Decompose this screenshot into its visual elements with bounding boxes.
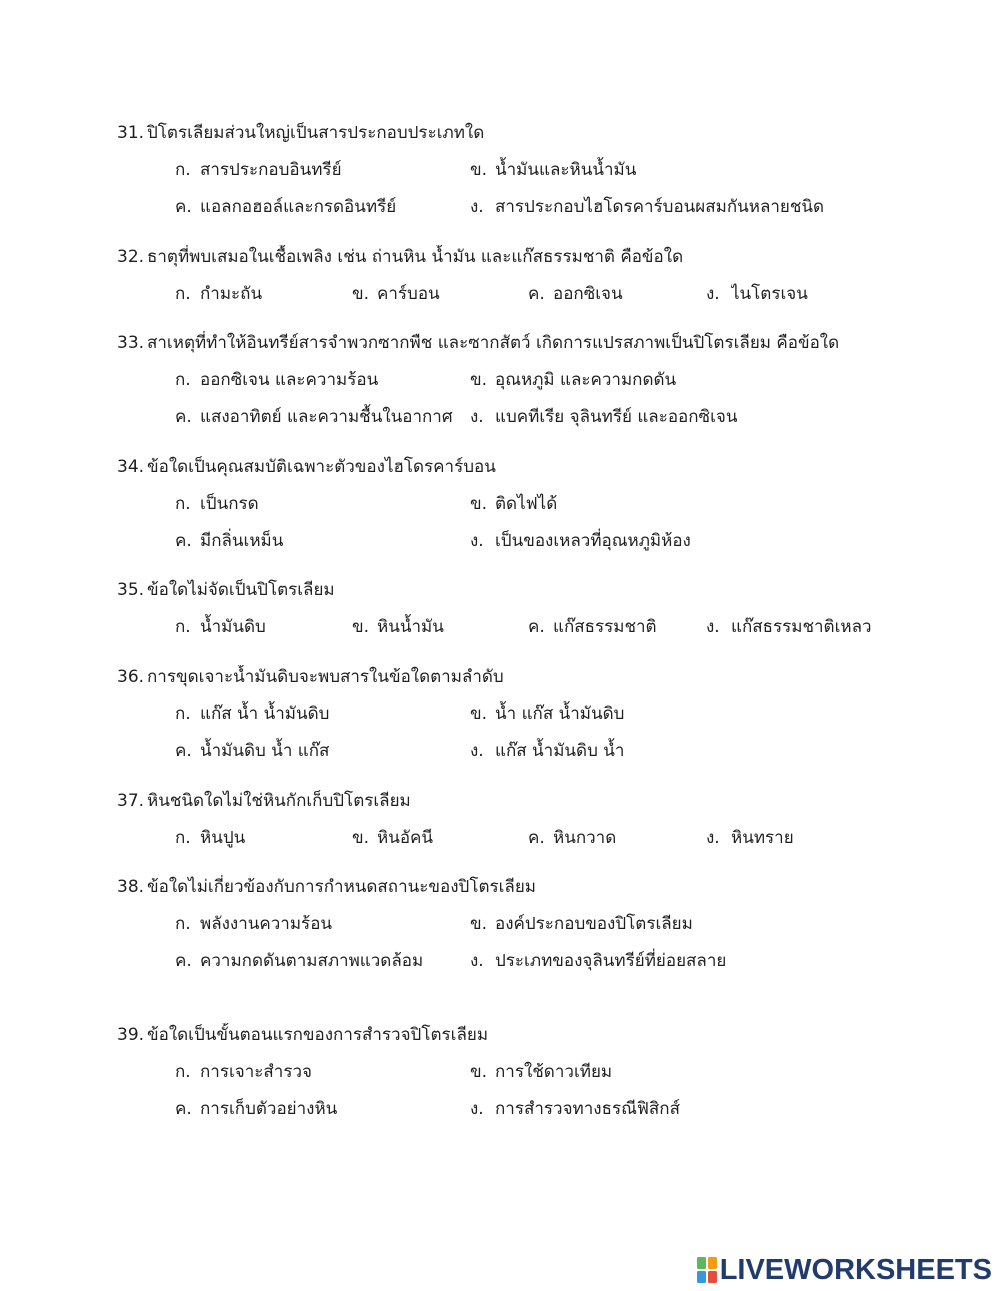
option-text: ติดไฟได้ [495,494,558,514]
q31-option-c[interactable] [175,189,470,226]
question-line [117,121,977,145]
q37-option-c[interactable] [528,820,706,857]
q35-option-d[interactable] [706,609,956,646]
q36-option-c[interactable] [175,733,470,770]
q38-option-b[interactable] [470,906,870,943]
option-text: หินปูน [200,828,246,848]
options-grid [175,906,977,980]
q35-option-a[interactable] [175,609,352,646]
liveworksheets-logo[interactable] [697,1255,992,1285]
option-letter: ง. [470,531,484,551]
question-number: 38. [117,877,145,897]
option-letter: ข. [352,617,370,637]
option-letter: ก. [175,828,191,848]
option-letter: ค. [175,407,192,427]
option-text: สารประกอบอินทรีย์ [200,160,342,180]
option-text: หินกวาด [553,828,617,848]
q38-option-c[interactable] [175,943,470,980]
question-36 [117,665,977,770]
q34-option-d[interactable] [470,523,870,560]
question-number: 34. [117,457,145,477]
options-grid [175,276,977,313]
q32-option-b[interactable] [352,276,528,313]
q34-option-b[interactable] [470,486,870,523]
option-text: แก๊ส น้ำ น้ำมันดิบ [200,704,330,724]
option-letter: ข. [470,370,488,390]
question-31 [117,121,977,226]
question-text: การขุดเจาะน้ำมันดิบจะพบสารในข้อใดตามลำดับ [147,667,504,687]
q35-option-b[interactable] [352,609,528,646]
option-letter: ก. [175,617,191,637]
question-number: 37. [117,791,145,811]
option-letter: ข. [352,284,370,304]
option-text: มีกลิ่นเหม็น [200,531,284,551]
question-line [117,875,977,899]
question-32 [117,245,977,313]
option-text: ออกซิเจน และความร้อน [200,370,379,390]
option-letter: ก. [175,914,191,934]
q36-option-b[interactable] [470,696,870,733]
option-text: การสำรวจทางธรณีฟิสิกส์ [495,1099,680,1119]
options-grid [175,696,977,770]
option-letter: ง. [470,407,484,427]
logo-text: LIVEWORKSHEETS [719,1254,992,1286]
options-grid [175,486,977,560]
options-grid [175,609,977,646]
option-text: น้ำมันดิบ [200,617,266,637]
question-line [117,578,977,602]
q32-option-a[interactable] [175,276,352,313]
question-text: ข้อใดเป็นขั้นตอนแรกของการสำรวจปิโตรเลียม [147,1025,489,1045]
option-text: เป็นของเหลวที่อุณหภูมิห้อง [495,531,691,551]
option-letter: ค. [175,1099,192,1119]
question-number: 33. [117,333,145,353]
question-33 [117,331,977,436]
option-letter: ข. [470,494,488,514]
q36-option-a[interactable] [175,696,470,733]
option-letter: ก. [175,494,191,514]
option-letter: ง. [470,1099,484,1119]
question-number: 36. [117,667,145,687]
q31-option-a[interactable] [175,152,470,189]
question-line [117,665,977,689]
q33-option-a[interactable] [175,362,470,399]
question-line [117,1023,977,1047]
option-letter: ค. [528,828,545,848]
option-text: น้ำมันดิบ น้ำ แก๊ส [200,741,330,761]
question-text: ข้อใดไม่เกี่ยวข้องกับการกำหนดสถานะของปิโตรเลียม [147,877,537,897]
option-text: หินน้ำมัน [377,617,444,637]
option-text: แบคทีเรีย จุลินทรีย์ และออกซิเจน [495,407,738,427]
options-grid [175,362,977,436]
option-letter: ง. [470,951,484,971]
q39-option-a[interactable] [175,1054,470,1091]
question-text: หินชนิดใดไม่ใช่หินกักเก็บปิโตรเลียม [147,791,411,811]
option-text: คาร์บอน [377,284,440,304]
option-text: เป็นกรด [200,494,259,514]
option-letter: ง. [706,617,720,637]
question-38 [117,875,977,980]
option-letter: ค. [528,617,545,637]
option-letter: ข. [470,160,488,180]
q34-option-a[interactable] [175,486,470,523]
options-grid [175,820,977,857]
option-letter: ข. [470,704,488,724]
question-35 [117,578,977,646]
question-number: 39. [117,1025,145,1045]
q36-option-d[interactable] [470,733,870,770]
option-letter: ง. [706,828,720,848]
option-text: ออกซิเจน [553,284,623,304]
q39-option-d[interactable] [470,1091,870,1128]
q32-option-c[interactable] [528,276,706,313]
option-text: หินทราย [731,828,794,848]
option-text: ประเภทของจุลินทรีย์ที่ย่อยสลาย [495,951,727,971]
options-grid [175,1054,977,1128]
option-letter: ก. [175,370,191,390]
q33-option-b[interactable] [470,362,870,399]
q38-option-d[interactable] [470,943,870,980]
option-letter: ก. [175,704,191,724]
q37-option-d[interactable] [706,820,956,857]
q39-option-b[interactable] [470,1054,870,1091]
question-line [117,789,977,813]
option-letter: ง. [706,284,720,304]
option-letter: ก. [175,160,191,180]
question-text: สาเหตุที่ทำให้อินทรีย์สารจำพวกซากพืช และซากสัตว์ เกิดการแปรสภาพเป็นปิโตรเลียม คือข้อใด [147,333,840,353]
option-text: การเจาะสำรวจ [200,1062,312,1082]
question-number: 32. [117,247,145,267]
option-letter: ก. [175,1062,191,1082]
question-line [117,245,977,269]
option-letter: ค. [175,197,192,217]
q31-option-d[interactable] [470,189,870,226]
option-text: ความกดดันตามสภาพแวดล้อม [200,951,424,971]
option-text: น้ำ แก๊ส น้ำมันดิบ [495,704,625,724]
option-letter: ง. [470,741,484,761]
q33-option-d[interactable] [470,399,870,436]
option-text: การใช้ดาวเทียม [495,1062,613,1082]
question-39 [117,1023,977,1128]
option-text: กำมะถัน [200,284,263,304]
option-text: น้ำมันและหินน้ำมัน [495,160,637,180]
option-text: แสงอาทิตย์ และความชื้นในอากาศ [200,407,453,427]
question-line [117,331,977,355]
option-text: แก๊ส น้ำมันดิบ น้ำ [495,741,625,761]
q34-option-c[interactable] [175,523,470,560]
question-37 [117,789,977,857]
option-letter: ก. [175,284,191,304]
option-text: การเก็บตัวอย่างหิน [200,1099,338,1119]
option-text: สารประกอบไฮโดรคาร์บอนผสมกันหลายชนิด [495,197,825,217]
option-text: หินอัคนี [377,828,434,848]
question-number: 31. [117,123,145,143]
liveworksheets-logo-icon [697,1257,717,1283]
option-letter: ค. [175,741,192,761]
question-text: ข้อใดเป็นคุณสมบัติเฉพาะตัวของไฮโดรคาร์บอน [147,457,496,477]
q39-option-c[interactable] [175,1091,470,1128]
option-letter: ข. [352,828,370,848]
q32-option-d[interactable] [706,276,956,313]
q37-option-a[interactable] [175,820,352,857]
option-letter: ค. [528,284,545,304]
option-letter: ค. [175,531,192,551]
q37-option-b[interactable] [352,820,528,857]
option-text: พลังงานความร้อน [200,914,333,934]
option-text: ไนโตรเจน [731,284,808,304]
option-text: องค์ประกอบของปิโตรเลียม [495,914,693,934]
q33-option-c[interactable] [175,399,470,436]
option-text: แก๊สธรรมชาติ [553,617,657,637]
question-34 [117,455,977,560]
question-text: ธาตุที่พบเสมอในเชื้อเพลิง เช่น ถ่านหิน น้ำมัน และแก๊สธรรมชาติ คือข้อใด [147,247,684,267]
option-text: แก๊สธรรมชาติเหลว [731,617,872,637]
q35-option-c[interactable] [528,609,706,646]
option-letter: ค. [175,951,192,971]
option-text: อุณหภูมิ และความกดดัน [495,370,677,390]
question-text: ข้อใดไม่จัดเป็นปิโตรเลียม [147,580,335,600]
options-grid [175,152,977,226]
question-text: ปิโตรเลียมส่วนใหญ่เป็นสารประกอบประเภทใด [147,123,485,143]
option-letter: ง. [470,197,484,217]
option-letter: ข. [470,914,488,934]
q31-option-b[interactable] [470,152,870,189]
question-line [117,455,977,479]
question-number: 35. [117,580,145,600]
option-letter: ข. [470,1062,488,1082]
q38-option-a[interactable] [175,906,470,943]
option-text: แอลกอฮอล์และกรดอินทรีย์ [200,197,397,217]
